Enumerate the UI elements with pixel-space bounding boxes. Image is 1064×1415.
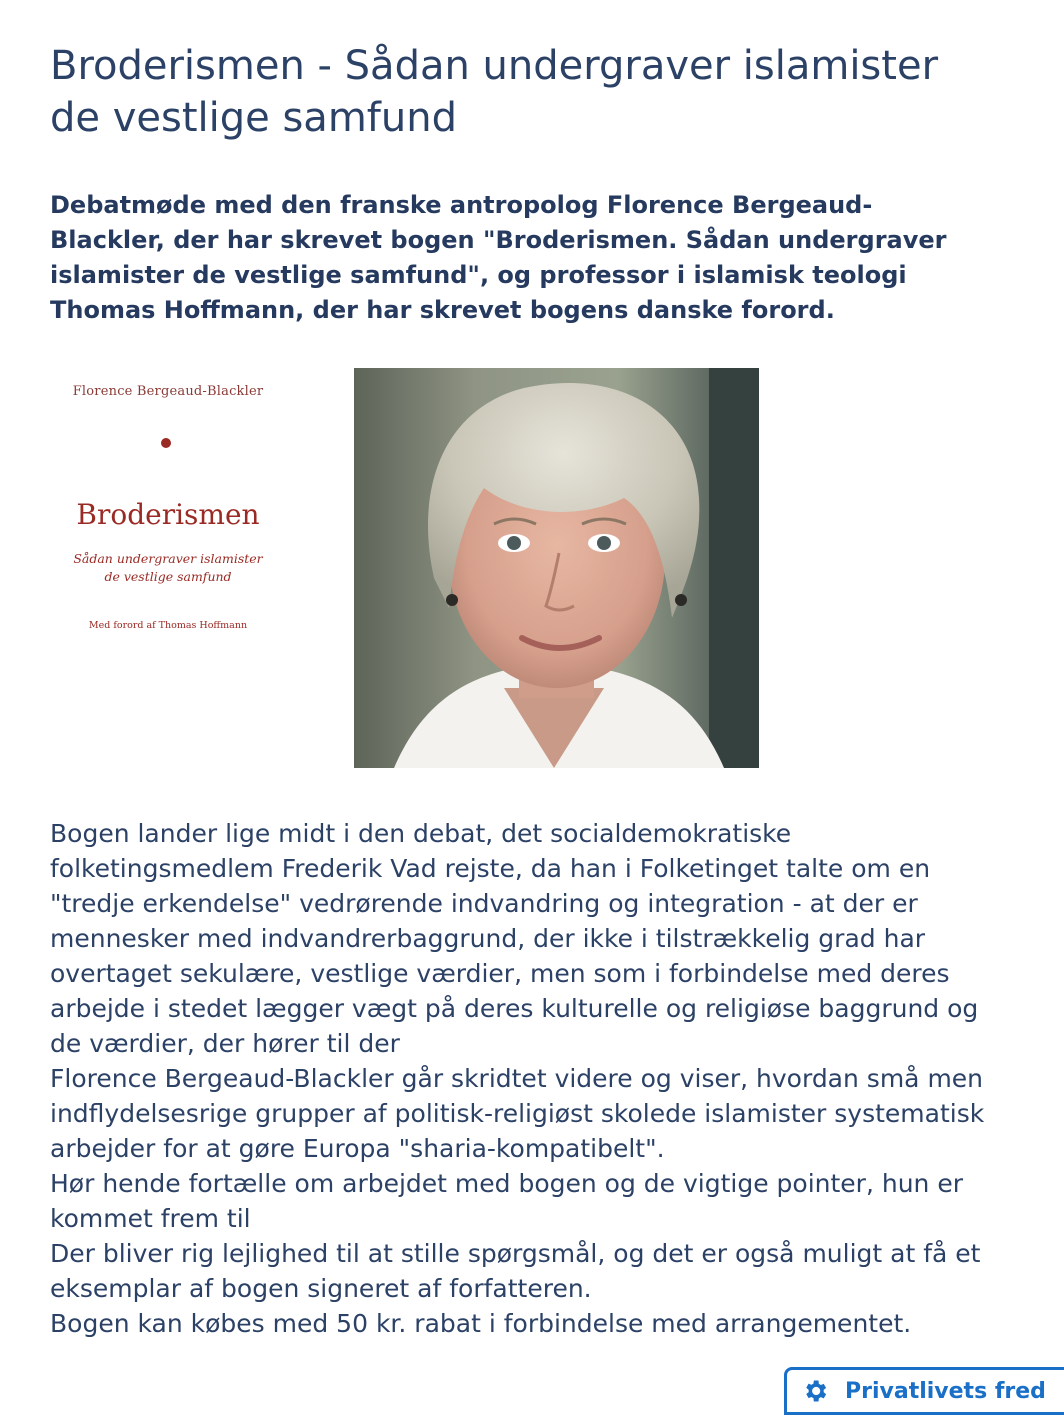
book-cover-image [50,368,286,654]
article [50,0,1040,1341]
cover-subtitle [50,550,286,586]
article-lead: Debatmøde med den franske antropolog Florence Bergeaud-Blackler, der har skrevet bogen "Broderismen. Sådan undergraver islamister de vestlige samfund", og professor i islamisk teologi Thomas Hoffmann, der har skrevet bogens danske forord. [50,191,947,324]
privacy-settings-button[interactable] [784,1367,1064,1415]
portrait-photo [354,368,759,768]
gear-icon [801,1377,829,1405]
privacy-button-label: Privatlivets fred [845,1378,1046,1404]
cover-dot [161,438,171,448]
cover-subtitle-line-2: de vestlige samfund [104,569,232,584]
body-paragraph-1: Bogen lander lige midt i den debat, det socialdemokratiske folketingsmedlem Frederik Vad rejste, da han i Folketinget talte om en "tredje erkendelse" vedrørende indvandring og integration - at der er mennesker med indvandrerbaggrund, der ikke i tilstrækkelig grad har overtaget sekulære, vestlige værdier, men som i forbindelse med deres arbejde i stedet lægger vægt på deres kulturelle og religiøse baggrund og de værdier, der hører til der [50,819,979,1058]
article-media [50,368,1040,768]
cover-foreword: Med forord af Thomas Hoffmann [88,620,248,631]
cover-author: Florence Bergeaud-Blackler [72,384,264,399]
author-portrait-image [354,368,759,768]
body-paragraph-3: Hør hende fortælle om arbejdet med bogen og de vigtige pointer, hun er kommet frem til [50,1169,963,1233]
cover-subtitle-line-1: Sådan undergraver islamister [73,551,263,566]
article-body [50,816,1010,1341]
page-title: Broderismen - Sådan undergraver islamister de vestlige samfund [50,43,939,141]
body-paragraph-4: Der bliver rig lejlighed til at stille spørgsmål, og det er også muligt at få et eksemplar af bogen signeret af forfatteren. [50,1239,981,1303]
cover-title: Broderismen [76,498,260,531]
body-paragraph-5: Bogen kan købes med 50 kr. rabat i forbindelse med arrangementet. [50,1309,912,1338]
body-paragraph-2: Florence Bergeaud-Blackler går skridtet videre og viser, hvordan små men indflydelsesrige grupper af politisk-religiøst skolede islamister systematisk arbejder for at gøre Europa "sharia-kompatibelt". [50,1064,985,1163]
